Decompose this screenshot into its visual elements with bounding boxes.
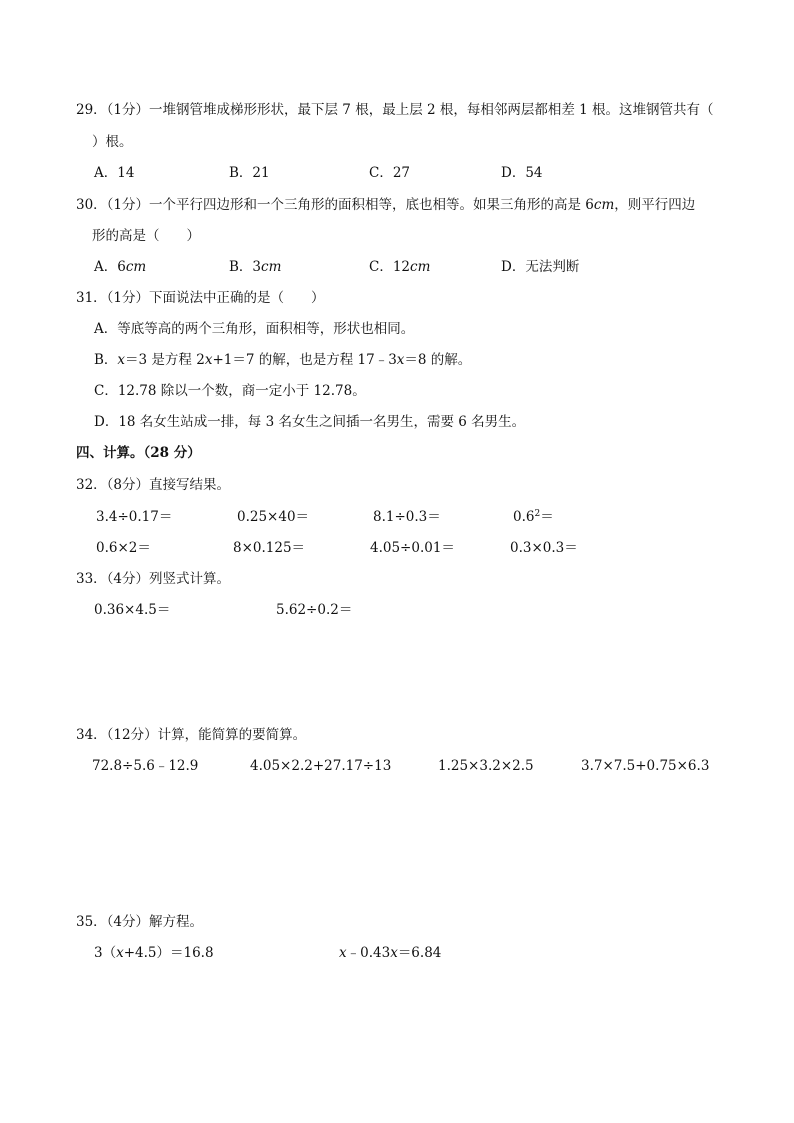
q31-b-var-3: x	[396, 352, 405, 368]
q31-option-c: C．12.78 除以一个数，商一定小于 12.78。	[94, 383, 366, 399]
q31-b-text-1: B．	[94, 352, 118, 368]
q35-eq2-var-2: x	[390, 945, 398, 961]
q30-option-b-value: B．3	[229, 259, 262, 275]
q30-stem-text-b: ，则平行四边	[614, 197, 696, 213]
q30-option-a	[94, 257, 146, 277]
q32-item-1: 3.4÷0.17＝	[96, 509, 173, 525]
q30-option-b	[229, 257, 281, 277]
q30-option-c-unit: cm	[410, 259, 431, 275]
q34-item-2: 4.05×2.2+27.17÷13	[250, 758, 392, 774]
q32-item-7: 4.05÷0.01＝	[370, 540, 455, 556]
q34-item-3: 1.25×3.2×2.5	[438, 758, 534, 774]
q35-eq1-text-1: 3（	[94, 945, 117, 961]
section-heading: 四、计算。（28 分）	[76, 445, 201, 461]
q35-eq2-text-2: ＝6.84	[397, 945, 442, 961]
q32-item-6: 8×0.125＝	[233, 540, 306, 556]
q30-stem-unit: cm	[593, 197, 615, 213]
q35-stem: 35．（4分）解方程。	[76, 914, 204, 930]
q31-stem: 31．（1分）下面说法中正确的是（ ）	[76, 290, 325, 306]
q29-stem-line1: 29．（1分）一堆钢管堆成梯形形状，最下层 7 根，最上层 2 根，每相邻两层都相差 1 根。这堆钢管共有（	[76, 102, 714, 118]
q33-stem: 33．（4分）列竖式计算。	[76, 571, 231, 587]
q35-eq2-text-1: ﹣0.43	[346, 945, 391, 961]
q33-item-2: 5.62÷0.2＝	[276, 602, 353, 618]
q34-item-1: 72.8÷5.6﹣12.9	[92, 758, 199, 774]
q31-b-text-3: +1＝7 的解，也是方程 17﹣3	[212, 352, 397, 368]
q29-stem-line2: ）根。	[92, 134, 133, 150]
q30-stem-text-a: 30．（1分）一个平行四边形和一个三角形的面积相等，底也相等。如果三角形的高是 6	[76, 197, 594, 213]
q29-option-d: D．54	[501, 165, 543, 181]
q34-item-4: 3.7×7.5+0.75×6.3	[581, 758, 710, 774]
q35-equation-2	[339, 943, 441, 963]
q29-option-c: C．27	[369, 165, 411, 181]
q32-item-3: 8.1÷0.3＝	[373, 509, 441, 525]
q35-eq1-text-2: +4.5）＝16.8	[123, 945, 214, 961]
q30-stem-line1	[76, 195, 695, 215]
q31-b-text-2: ＝3 是方程 2	[125, 352, 205, 368]
q30-option-c	[369, 257, 430, 277]
q32-item-8: 0.3×0.3＝	[510, 540, 578, 556]
q31-option-b	[94, 350, 471, 370]
q30-option-a-unit: cm	[125, 259, 147, 275]
q32-item-5: 0.6×2＝	[96, 540, 151, 556]
q33-item-1: 0.36×4.5＝	[94, 602, 171, 618]
q32-stem: 32．（8分）直接写结果。	[76, 477, 231, 493]
q30-option-a-value: A．6	[94, 259, 126, 275]
q35-eq1-var: x	[116, 945, 124, 961]
q29-option-a: A．14	[94, 165, 135, 181]
q31-b-var-1: x	[117, 352, 126, 368]
q32-item-4-equals: ＝	[540, 509, 554, 525]
q31-option-d: D．18 名女生站成一排，每 3 名女生之间插一名男生，需要 6 名男生。	[94, 414, 526, 430]
q30-option-c-value: C．12	[369, 259, 411, 275]
q32-item-4-base: 0.6	[513, 509, 535, 525]
q35-eq2-var-1: x	[339, 945, 347, 961]
q32-item-2: 0.25×40＝	[237, 509, 310, 525]
q29-option-b: B．21	[229, 165, 270, 181]
q30-stem-line2: 形的高是（ ）	[92, 228, 200, 244]
q30-option-b-unit: cm	[261, 259, 282, 275]
q31-option-a: A．等底等高的两个三角形，面积相等，形状也相同。	[94, 321, 415, 337]
q32-item-4	[513, 507, 554, 527]
q31-b-text-4: ＝8 的解。	[404, 352, 472, 368]
q30-option-d-value: D．无法判断	[501, 259, 580, 275]
q34-stem: 34．（12分）计算，能简算的要简算。	[76, 727, 307, 743]
q32-item-4-exponent: 2	[534, 509, 541, 519]
q30-option-d	[501, 257, 579, 277]
q35-equation-1	[94, 943, 214, 963]
q31-b-var-2: x	[204, 352, 213, 368]
